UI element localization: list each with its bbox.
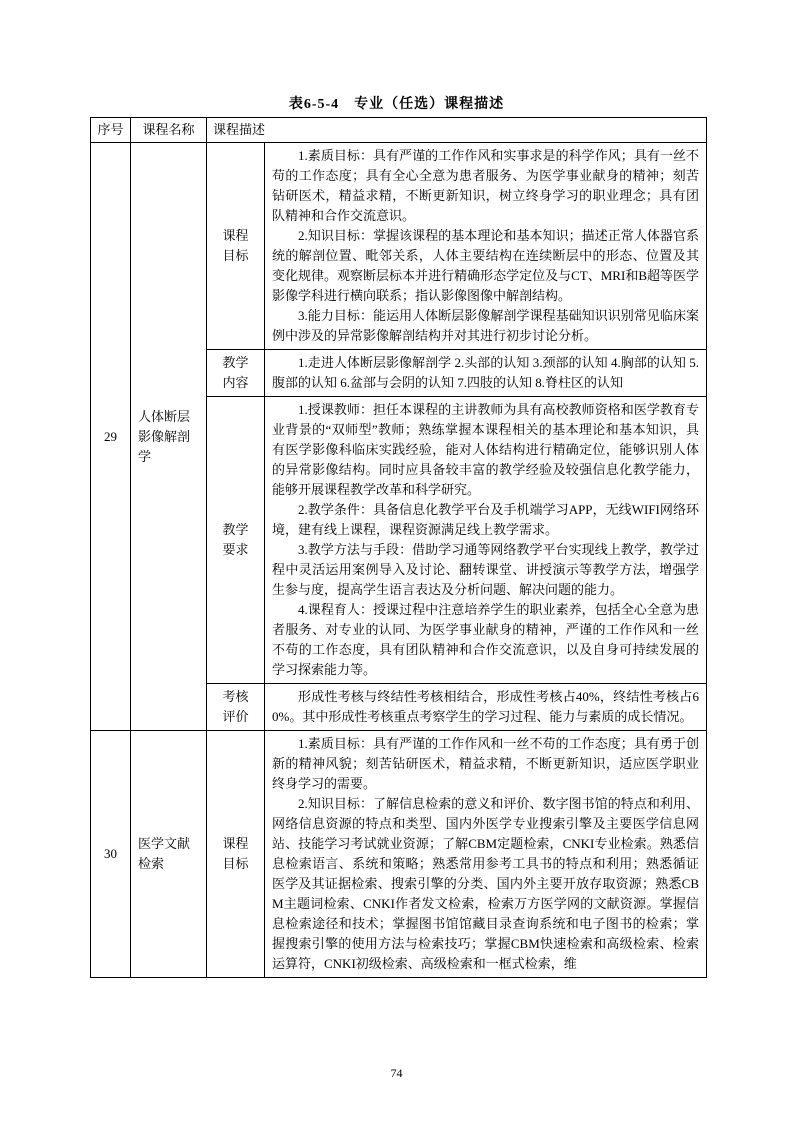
header-course-name: 课程名称 <box>131 118 207 143</box>
row-29-course-name: 人体断层影像解剖学 <box>131 143 207 731</box>
course-description-table <box>90 117 707 978</box>
row-30-content-course-objectives <box>265 731 707 978</box>
header-seq: 序号 <box>91 118 131 143</box>
table-header-row <box>91 118 707 143</box>
row-30-number: 30 <box>91 731 131 978</box>
header-description: 课程描述 <box>207 118 707 143</box>
row-29-label-course-objectives <box>207 143 265 350</box>
section-label: 考核评价 <box>222 689 249 724</box>
table-row-30 <box>91 731 707 978</box>
row-29-label-teaching-content <box>207 350 265 397</box>
paragraph: 1.走进人体断层影像解剖学 2.头部的认知 3.颈部的认知 4.胸部的认知 5.腹部的认知 6.盆部与会阴的认知 7.四肢的认知 8.脊柱区的认知 <box>272 355 700 390</box>
row-29-content-teaching-content <box>265 350 707 397</box>
paragraph: 2.知识目标：了解信息检索的意义和评价、数字图书馆的特点和利用、网络信息资源的特点和类型、国内外医学专业搜索引擎及主要医学信息网站、技能学习考试就业资源；了解CBM定题检索，CNKI专业检索。熟悉信息检索语言、系统和策略；熟悉常用参考工具书的特点和利用；熟悉循证医学及其证据检索、搜索引擎的分类、国内外主要开放存取资源；熟悉CBM主题词检索、CNKI作者发文检索，检索万方医学网的文献资源。掌握信息检索途径和技术；掌握图书馆馆藏目录查询系统和电子图书的检索；掌握搜索引擎的使用方法与检索技巧；掌握CBM快速检索和高级检索、检索运算符，CNKI初级检索、高级检索和一框式检索，维 <box>272 796 700 971</box>
paragraph: 3.教学方法与手段：借助学习通等网络教学平台实现线上教学，教学过程中灵活运用案例导入及讨论、翻转课堂、讲授演示等教学方法，增强学生参与度，提高学生语言表达及分析问题、解决问题的能力。 <box>272 542 700 597</box>
row-30-course-name: 医学文献检索 <box>131 731 207 978</box>
row-29-number: 29 <box>91 143 131 731</box>
paragraph: 2.知识目标：掌握该课程的基本理论和基本知识；描述正常人体器官系统的解剖位置、毗邻关系，人体主要结构在连续断层中的形态、位置及其变化规律。观察断层标本并进行精确形态学定位及与CT、MRI和B超等医学影像学科进行横向联系；指认影像图像中解剖结构。 <box>272 228 700 303</box>
row-29-label-assessment <box>207 684 265 731</box>
paragraph: 4.课程育人：授课过程中注意培养学生的职业素养，包括全心全意为患者服务、对专业的认同、为医学事业献身的精神，严谨的工作作风和一丝不苟的工作态度，具有团队精神和合作交流意识，以及自身可持续发展的学习探索能力等。 <box>272 602 700 677</box>
row-29-content-assessment <box>265 684 707 731</box>
row-30-label-course-objectives <box>207 731 265 978</box>
row-29-content-course-objectives <box>265 143 707 350</box>
row-29-content-teaching-requirements <box>265 397 707 684</box>
paragraph: 1.授课教师：担任本课程的主讲教师为具有高校教师资格和医学教育专业背景的“双师型”教师；熟练掌握本课程相关的基本理论和基本知识，具有医学影像科临床实践经验，能对人体结构进行精确定位，能够识别人体的异常影像结构。同时应具备较丰富的教学经验及较强信息化教学能力，能够开展课程教学改革和科学研究。 <box>272 402 700 497</box>
paragraph: 3.能力目标：能运用人体断层影像解剖学课程基础知识识别常见临床案例中涉及的异常影像解剖结构并对其进行初步讨论分析。 <box>272 308 700 343</box>
paragraph: 形成性考核与终结性考核相结合，形成性考核占40%，终结性考核占60%。其中形成性考核重点考察学生的学习过程、能力与素质的成长情况。 <box>272 689 700 724</box>
table-caption: 表6-5-4 专业（任选）课程描述 <box>288 97 505 112</box>
row-29-label-teaching-requirements <box>207 397 265 684</box>
table-row-29 <box>91 143 707 350</box>
paragraph: 1.素质目标：具有严谨的工作作风和一丝不苟的工作态度；具有勇于创新的精神风貌；刻苦钻研医术，精益求精，不断更新知识，适应医学职业终身学习的需要。 <box>272 736 700 791</box>
section-label: 教学内容 <box>222 355 249 390</box>
section-label: 教学要求 <box>222 522 249 557</box>
section-label: 课程目标 <box>222 836 249 871</box>
page-number: 74 <box>390 1066 403 1080</box>
section-label: 课程目标 <box>222 228 249 263</box>
paragraph: 2.教学条件：具备信息化教学平台及手机端学习APP，无线WIFI网络环境，建有线上课程，课程资源满足线上教学需求。 <box>272 502 700 537</box>
paragraph: 1.素质目标：具有严谨的工作作风和实事求是的科学作风；具有一丝不苟的工作态度；具有全心全意为患者服务、为医学事业献身的精神；刻苦钻研医术，精益求精，不断更新知识，树立终身学习的职业理念；具有团队精神和合作交流意识。 <box>272 148 700 223</box>
